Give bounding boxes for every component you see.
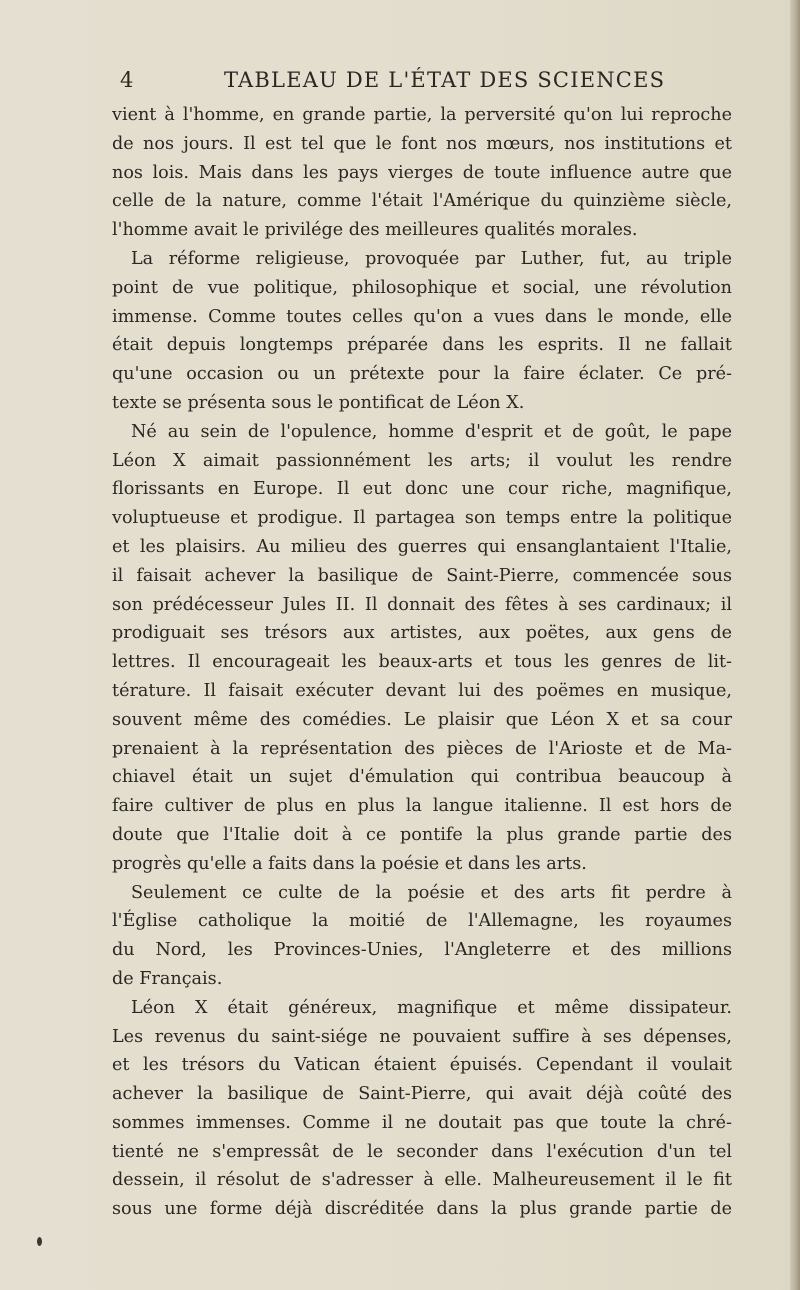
text-line: sous une forme déjà discréditée dans la plus grande partie de xyxy=(112,1199,732,1220)
text-line: celle de la nature, comme l'était l'Amérique du quinzième siècle, xyxy=(112,191,732,212)
text-line: Seulement ce culte de la poésie et des arts fit perdre à xyxy=(131,882,732,903)
text-line: chiavel était un sujet d'émulation qui contribua beaucoup à xyxy=(112,767,732,788)
text-line: Né au sein de l'opulence, homme d'esprit et de goût, le pape xyxy=(131,421,732,442)
text-line: tienté ne s'empressât de le seconder dans l'exécution d'un tel xyxy=(112,1141,732,1162)
text-line: immense. Comme toutes celles qu'on a vues dans le monde, elle xyxy=(112,306,732,327)
text-line: sommes immenses. Comme il ne doutait pas que toute la chré- xyxy=(112,1112,732,1133)
text-line: souvent même des comédies. Le plaisir que Léon X et sa cour xyxy=(112,709,732,730)
page-edge-shadow xyxy=(790,0,800,1290)
text-line: lettres. Il encourageait les beaux-arts et tous les genres de lit- xyxy=(112,652,732,673)
text-line: point de vue politique, philosophique et social, une révolution xyxy=(112,277,732,298)
text-line: faire cultiver de plus en plus la langue italienne. Il est hors de xyxy=(112,796,732,817)
text-line: nos lois. Mais dans les pays vierges de toute influence autre que xyxy=(112,162,732,183)
ink-speck xyxy=(37,1237,42,1246)
body-text xyxy=(112,101,732,1224)
text-line: prenaient à la représentation des pièces de l'Arioste et de Ma- xyxy=(112,738,732,759)
text-line: dessein, il résolut de s'adresser à elle. Malheureusement il le fit xyxy=(112,1170,732,1191)
text-line: il faisait achever la basilique de Saint-Pierre, commencée sous xyxy=(112,565,732,586)
text-line: et les plaisirs. Au milieu des guerres qui ensanglantaient l'Italie, xyxy=(112,536,732,557)
text-line: Les revenus du saint-siége ne pouvaient suffire à ses dépenses, xyxy=(112,1026,732,1047)
text-line: La réforme religieuse, provoquée par Luther, fut, au triple xyxy=(131,248,732,269)
text-line: et les trésors du Vatican étaient épuisés. Cependant il voulait xyxy=(112,1055,732,1076)
text-line: l'homme avait le privilége des meilleures qualités morales. xyxy=(112,220,638,241)
text-line: térature. Il faisait exécuter devant lui des poëmes en musique, xyxy=(112,680,732,701)
page-header xyxy=(0,64,800,96)
text-line: Léon X était généreux, magnifique et même dissipateur. xyxy=(131,997,732,1018)
page-number: 4 xyxy=(120,68,134,92)
text-line: du Nord, les Provinces-Unies, l'Angleterre et des millions xyxy=(112,940,732,961)
text-line: son prédécesseur Jules II. Il donnait des fêtes à ses cardinaux; il xyxy=(112,594,732,615)
text-line: prodiguait ses trésors aux artistes, aux poëtes, aux gens de xyxy=(112,623,732,644)
text-line: voluptueuse et prodigue. Il partagea son temps entre la politique xyxy=(112,508,732,529)
text-line: progrès qu'elle a faits dans la poésie et dans les arts. xyxy=(112,853,587,874)
running-title: TABLEAU DE L'ÉTAT DES SCIENCES xyxy=(224,68,666,92)
text-line: florissants en Europe. Il eut donc une cour riche, magnifique, xyxy=(112,479,732,500)
text-line: doute que l'Italie doit à ce pontife la plus grande partie des xyxy=(112,824,732,845)
text-line: Léon X aimait passionnément les arts; il voulut les rendre xyxy=(112,450,732,471)
text-line: qu'une occasion ou un prétexte pour la faire éclater. Ce pré- xyxy=(112,364,732,385)
text-line: l'Église catholique la moitié de l'Allemagne, les royaumes xyxy=(112,911,732,932)
text-line: texte se présenta sous le pontificat de Léon X. xyxy=(112,392,525,413)
text-line: vient à l'homme, en grande partie, la perversité qu'on lui reproche xyxy=(112,105,732,125)
text-line: achever la basilique de Saint-Pierre, qui avait déjà coûté des xyxy=(112,1084,732,1105)
text-line: de Français. xyxy=(112,968,223,989)
text-line: de nos jours. Il est tel que le font nos mœurs, nos institutions et xyxy=(112,133,732,154)
text-line: était depuis longtemps préparée dans les esprits. Il ne fallait xyxy=(112,335,732,356)
